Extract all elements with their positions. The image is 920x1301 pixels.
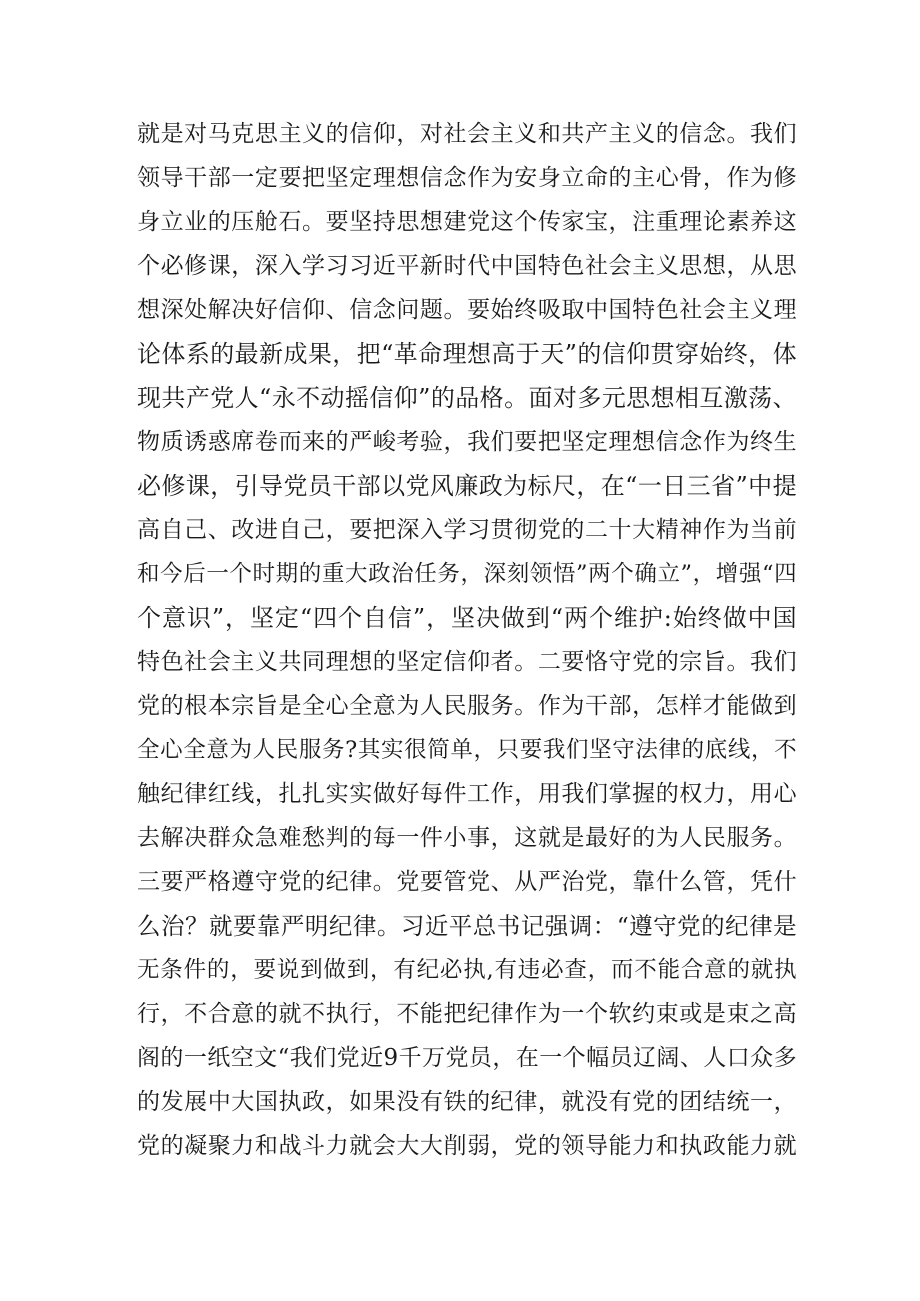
body-text xyxy=(137,112,797,1168)
text-line: 党的凝聚力和战斗力就会大大削弱，党的领导能力和执政能力就 xyxy=(137,1133,797,1159)
text-line: 个意识”，坚定“四个自信”，坚决做到“两个维护:始终做中国 xyxy=(137,604,797,632)
text-line: 想深处解决好信仰、信念问题。要始终吸取中国特色社会主义理 xyxy=(137,297,797,323)
text-line: 高自己、改进自己，要把深入学习贯彻党的二十大精神作为当前 xyxy=(137,517,797,543)
text-line: 的发展中大国执政，如果没有铁的纪律，就没有党的团结统一， xyxy=(137,1089,797,1115)
text-line: 行，不合意的就不执行，不能把纪律作为一个软约束或是束之高 xyxy=(137,1001,797,1027)
text-line: 领导干部一定要把坚定理想信念作为安身立命的主心骨，作为修 xyxy=(137,165,797,191)
text-line: 三要严格遵守党的纪律。党要管党、从严治党，靠什么管，凭什 xyxy=(137,869,797,895)
text-line: 去解决群众急难愁判的每一件小事，这就是最好的为人民服务。 xyxy=(137,825,797,851)
text-line: 和今后一个时期的重大政治任务，深刻领悟”两个确立”，增强“四 xyxy=(137,561,797,587)
text-line: 无条件的，要说到做到，有纪必执,有违必查，而不能合意的就执 xyxy=(137,957,797,983)
text-line: 党的根本宗旨是全心全意为人民服务。作为干部，怎样才能做到 xyxy=(137,693,797,719)
text-line: 必修课，引导党员干部以党风廉政为标尺，在“一日三省”中提 xyxy=(137,472,797,500)
text-line: 个必修课，深入学习习近平新时代中国特色社会主义思想，从思 xyxy=(137,253,797,279)
text-line: 特色社会主义共同理想的坚定信仰者。二要恪守党的宗旨。我们 xyxy=(137,649,797,675)
text-line: 触纪律红线，扎扎实实做好每件工作，用我们掌握的权力，用心 xyxy=(137,781,797,807)
text-line: 全心全意为人民服务?其实很简单，只要我们坚守法律的底线，不 xyxy=(137,737,797,763)
text-line: 就是对马克思主义的信仰，对社会主义和共产主义的信念。我们 xyxy=(137,121,797,147)
text-line: 物质诱惑席卷而来的严峻考验，我们要把坚定理想信念作为终生 xyxy=(137,429,797,455)
text-line: 现共产党人“永不动摇信仰”的品格。面对多元思想相互激荡、 xyxy=(137,384,797,412)
text-line: 论体系的最新成果，把“革命理想高于天”的信仰贯穿始终，体 xyxy=(137,340,797,368)
text-line: 身立业的压舱石。要坚持思想建党这个传家宝，注重理论素养这 xyxy=(137,209,797,235)
text-line: 么治？就要靠严明纪律。习近平总书记强调：“遵守党的纪律是 xyxy=(137,912,797,940)
text-line: 阁的一纸空文“我们党近9千万党员，在一个幅员辽阔、人口众多 xyxy=(137,1045,797,1071)
